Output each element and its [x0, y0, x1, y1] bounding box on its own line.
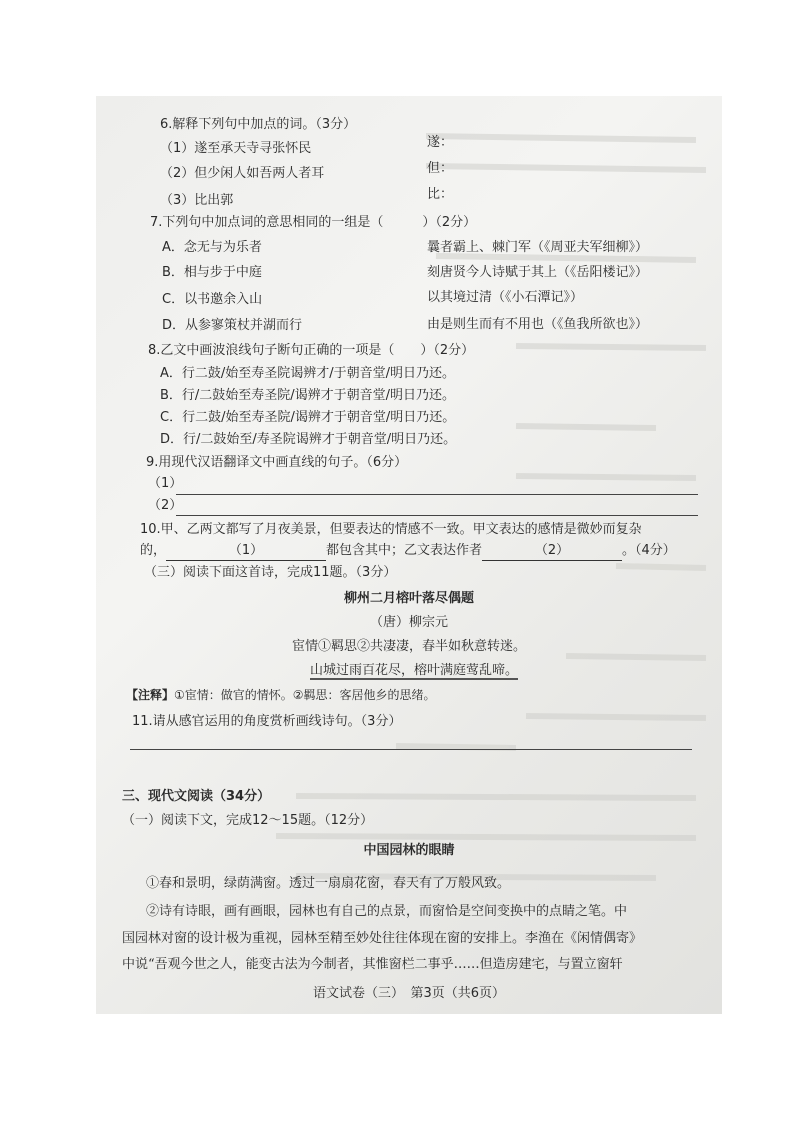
q10-text-c: 。（4分） — [622, 543, 676, 558]
q6-answer-2[interactable]: 但： — [427, 161, 454, 176]
q7-option-c-ref: 以其境过清（《小石潭记》） — [427, 290, 584, 305]
q8-option-d[interactable]: D．行/二鼓始至/寿圣院谒辨才于朝音堂/明日乃还。 — [160, 432, 457, 447]
q11-answer-line[interactable] — [130, 749, 692, 750]
q7-option-d[interactable]: D．从参寥策杖并湖而行 — [162, 318, 303, 333]
page-footer: 语文试卷（三） 第3页（共6页） — [312, 986, 506, 1001]
q10-blank-1[interactable]: （1） — [166, 542, 326, 561]
exam-page — [96, 96, 722, 1014]
q9-answer-line-2[interactable] — [176, 515, 698, 516]
modern-heading: 三、现代文阅读（34分） — [122, 789, 271, 804]
q8-stem: 8.乙文中画波浪线句子断句正确的一项是（ ）（2分） — [148, 343, 475, 358]
q7-option-a-ref: 曩者霸上、棘门军（《周亚夫军细柳》） — [427, 240, 649, 255]
article-title: 中国园林的眼睛 — [363, 843, 455, 858]
q6-answer-3[interactable]: 比： — [427, 187, 454, 202]
q9-blank-1-label: （1） — [148, 476, 183, 491]
q9-blank-2-label: （2） — [148, 498, 183, 513]
q8-option-c[interactable]: C．行二鼓/始至寿圣院/谒辨才于朝音堂/明日乃还。 — [160, 410, 456, 425]
q7-option-b[interactable]: B．相与步于中庭 — [162, 265, 262, 280]
article-paragraph-1: ①春和景明，绿荫满窗。透过一扇扇花窗，春天有了万般风致。 — [146, 876, 511, 891]
q6-item-2: （2）但少闲人如吾两人者耳 — [160, 166, 325, 181]
q6-item-3: （3）比出郭 — [160, 193, 234, 208]
poem-note-text: ①宦情：做官的情怀。②羁思：客居他乡的思绪。 — [174, 688, 436, 702]
q10-line-1: 10.甲、乙两文都写了月夜美景，但要表达的情感不一致。甲文表达的感情是微妙而复杂 — [140, 522, 642, 537]
q6-item-1: （1）遂至承天寺寻张怀民 — [160, 141, 312, 156]
poem-author: （唐）柳宗元 — [369, 615, 448, 630]
q11-stem: 11.请从感官运用的角度赏析画线诗句。（3分） — [132, 714, 402, 729]
poem-note — [126, 686, 436, 704]
poem-title: 柳州二月榕叶落尽偶题 — [343, 591, 474, 606]
q7-option-a[interactable]: A．念无与为乐者 — [162, 240, 262, 255]
poem-line-2-wrap — [310, 662, 518, 680]
poem-note-label: 【注释】 — [126, 688, 175, 702]
article-paragraph-2-line-1: ②诗有诗眼，画有画眼，园林也有自己的点景，而窗恰是空间变换中的点睛之笔。中 — [146, 904, 628, 919]
poem-line-1: 宦情①羁思②共凄凄，春半如秋意转迷。 — [291, 639, 526, 654]
article-paragraph-2-line-2: 国园林对窗的设计极为重视，园林至精至妙处往往体现在窗的安排上。李渔在《闲情偶寄》 — [122, 931, 643, 946]
q10-text-b: 都包含其中；乙文表达作者 — [326, 543, 483, 558]
q6-answer-1[interactable]: 遂： — [427, 135, 454, 150]
q10-blank-2[interactable]: （2） — [482, 542, 622, 561]
q7-stem: 7.下列句中加点词的意思相同的一组是（ ）（2分） — [150, 215, 477, 230]
q8-option-a[interactable]: A．行二鼓/始至寿圣院谒辨才/于朝音堂/明日乃还。 — [160, 366, 456, 381]
poem-line-2: 山城过雨百花尽，榕叶满庭莺乱啼。 — [310, 663, 519, 678]
q10-text-a: 的， — [140, 543, 167, 558]
article-paragraph-2-line-3: 中说“吾观今世之人，能变古法为今制者，其惟窗栏二事乎……但造房建宅，与置立窗轩 — [122, 957, 623, 972]
q9-stem: 9.用现代汉语翻译文中画直线的句子。（6分） — [146, 455, 408, 470]
q6-stem: 6.解释下列句中加点的词。（3分） — [160, 117, 357, 132]
section-3-intro: （三）阅读下面这首诗，完成11题。（3分） — [144, 565, 397, 580]
q7-option-b-ref: 刻唐贤今人诗赋于其上（《岳阳楼记》） — [427, 265, 649, 280]
q9-answer-line-1[interactable] — [176, 494, 698, 495]
q10-line-2 — [140, 542, 676, 561]
q8-option-b[interactable]: B．行/二鼓始至寿圣院/谒辨才于朝音堂/明日乃还。 — [160, 388, 456, 403]
q7-option-d-ref: 由是则生而有不用也（《鱼我所欲也》） — [427, 317, 649, 332]
q7-option-c[interactable]: C．以书邀余入山 — [162, 292, 263, 307]
modern-intro: （一）阅读下文，完成12～15题。（12分） — [122, 813, 374, 828]
